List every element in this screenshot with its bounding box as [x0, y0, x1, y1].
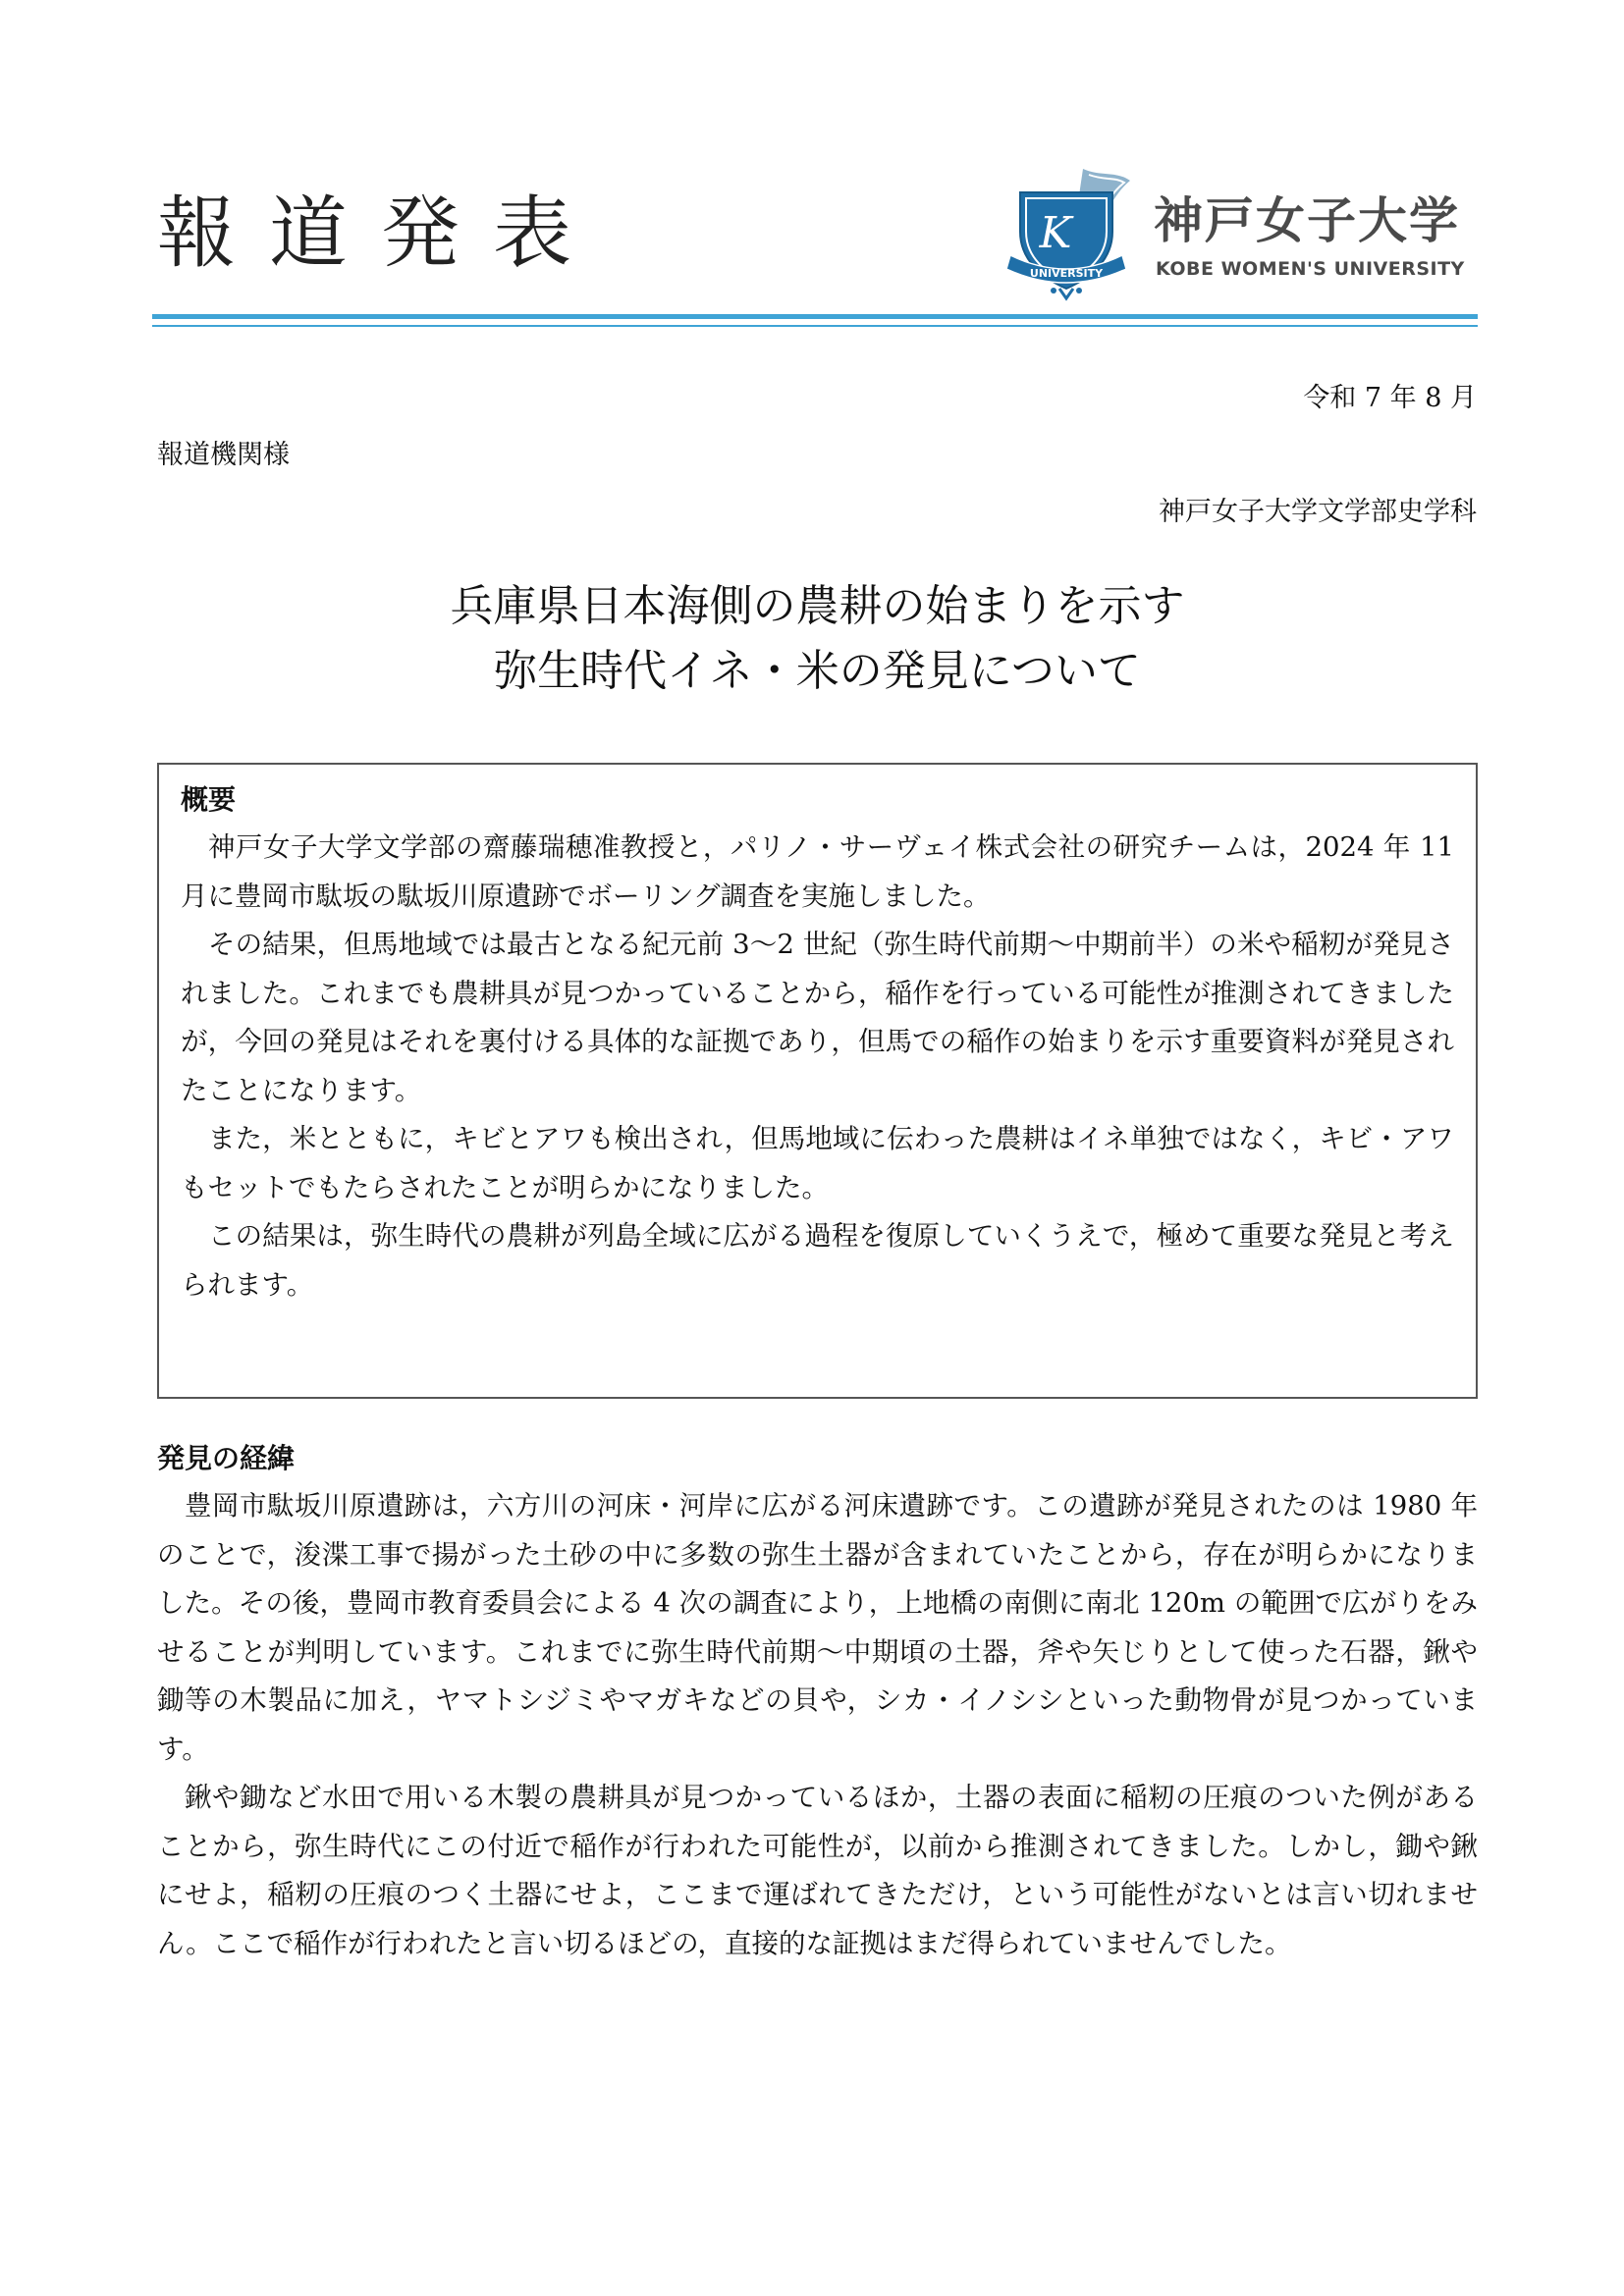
issue-date: 令和 7 年 8 月: [1303, 383, 1477, 413]
summary-paragraph: また，米とともに，キビとアワも検出され，但馬地域に伝わった農耕はイネ単独ではなく，キビ・アワもセットでもたらされたことが明らかになりました。: [181, 1123, 1454, 1203]
document-title-line-1: 兵庫県日本海側の農耕の始まりを示す: [450, 581, 1185, 631]
page-header: [157, 167, 1478, 334]
university-name-english: KOBE WOMEN'S UNIVERSITY: [1156, 258, 1465, 280]
sender: 神戸女子大学文学部史学科: [1159, 497, 1477, 527]
addressee: 報道機関様: [157, 440, 290, 470]
discovery-heading: 発見の経緯: [157, 1442, 296, 1474]
summary-paragraph: この結果は，弥生時代の農耕が列島全域に広がる過程を復原していくうえで，極めて重要な発見と考えられます。: [181, 1220, 1454, 1301]
university-shield-icon: [1006, 167, 1144, 304]
discovery-section: [157, 1439, 1478, 1968]
summary-heading: 概要: [181, 783, 237, 816]
document-title-line-2: 弥生時代イネ・米の発見について: [494, 646, 1141, 696]
press-release-title: 報道発表: [157, 187, 605, 279]
summary-box: [157, 763, 1478, 1399]
summary-paragraph: 神戸女子大学文学部の齋藤瑞穂准教授と，パリノ・サーヴェイ株式会社の研究チームは，2024 年 11 月に豊岡市駄坂の駄坂川原遺跡でボーリング調査を実施しました。: [181, 831, 1454, 912]
university-name: 神戸女子大学: [1154, 192, 1460, 249]
summary-paragraph: その結果，但馬地域では最古となる紀元前 3～2 世紀（弥生時代前期～中期前半）の米や稲籾が発見されました。これまでも農耕具が見つかっていることから，稲作を行っている可能性が推測されてきましたが，今回の発見はそれを裏付ける具体的な証拠であり，但馬での稲作の始まりを示す重要資料が発見されたことになります。: [181, 929, 1454, 1106]
header-divider-thin: [152, 325, 1478, 327]
emblem-banner-text: UNIVERSITY: [1029, 267, 1104, 280]
header-divider: [152, 314, 1478, 319]
discovery-paragraph: 豊岡市駄坂川原遺跡は，六方川の河床・河岸に広がる河床遺跡です。この遺跡が発見されたのは 1980 年のことで，浚渫工事で揚がった土砂の中に多数の弥生土器が含まれていたことから，存在が明らかになりました。その後，豊岡市教育委員会による 4 次の調査により，上地橋の南側に南北 120m の範囲で広がりをみせることが判明しています。これまでに弥生時代前期～中期頃の土器，斧や矢じりとして使った石器，鍬や鋤等の木製品に加え，ヤマトシジミやマガキなどの貝や，シカ・イノシシといった動物骨が見つかっています。: [157, 1490, 1478, 1765]
discovery-paragraph: 鍬や鋤など水田で用いる木製の農耕具が見つかっているほか，土器の表面に稲籾の圧痕のついた例があることから，弥生時代にこの付近で稲作が行われた可能性が，以前から推測されてきました。しかし，鋤や鍬にせよ，稲籾の圧痕のつく土器にせよ，ここまで運ばれてきただけ，という可能性がないとは言い切れません。ここで稲作が行われたと言い切るほどの，直接的な証拠はまだ得られていませんでした。: [157, 1782, 1478, 1959]
emblem-letter: K: [1039, 208, 1072, 258]
university-logo: [1006, 167, 1478, 304]
document-title: [157, 574, 1478, 704]
